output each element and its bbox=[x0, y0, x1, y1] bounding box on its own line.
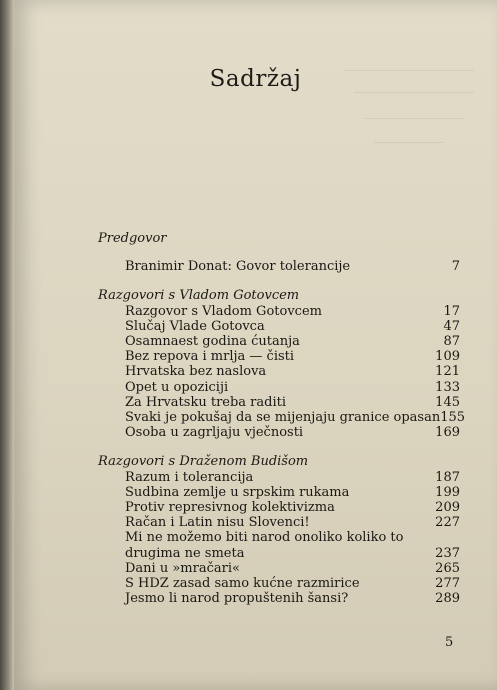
toc-entry bbox=[98, 591, 460, 606]
entry-title: Hrvatska bez naslova bbox=[125, 364, 267, 380]
section-heading: Predgovor bbox=[98, 231, 167, 246]
toc-entry bbox=[98, 425, 460, 440]
entry-page: 47 bbox=[443, 318, 460, 334]
entry-title: Razum i tolerancija bbox=[125, 469, 254, 485]
entry-page: 145 bbox=[435, 394, 460, 410]
toc-entry bbox=[98, 410, 466, 425]
toc-entry bbox=[98, 546, 460, 561]
entry-page: 289 bbox=[435, 591, 460, 607]
entry-title: Račan i Latin nisu Slovenci! bbox=[125, 515, 310, 531]
entry-page bbox=[418, 530, 460, 545]
show-through-line bbox=[374, 142, 444, 143]
entry-title: Razgovor s Vladom Gotovcem bbox=[125, 303, 322, 319]
toc-entry bbox=[98, 530, 460, 545]
entry-title: Osoba u zagrljaju vječnosti bbox=[125, 425, 304, 441]
entry-page: 237 bbox=[435, 545, 460, 561]
entry-page: 17 bbox=[443, 303, 460, 319]
show-through-line bbox=[364, 118, 464, 119]
entry-title: Branimir Donat: Govor tolerancije bbox=[125, 259, 351, 275]
entry-page: 87 bbox=[443, 333, 460, 349]
page-title: Sadržaj bbox=[209, 66, 302, 92]
entry-title: Protiv represivnog kolektivizma bbox=[125, 500, 335, 515]
entry-title: Svaki je pokušaj da se mijenjaju granice opasan bbox=[125, 410, 441, 425]
entry-title: Dani u »mračari« bbox=[125, 560, 240, 576]
entry-page: 265 bbox=[435, 560, 460, 576]
entry-page: 277 bbox=[435, 576, 460, 592]
entry-title: Bez repova i mrlja — čisti bbox=[125, 349, 295, 365]
toc-section bbox=[98, 454, 460, 606]
entry-title: drugima ne smeta bbox=[125, 545, 245, 561]
entry-page: 121 bbox=[435, 364, 460, 380]
toc-entry bbox=[98, 380, 460, 395]
book-spine-shadow bbox=[0, 0, 14, 690]
entry-title: Jesmo li narod propuštenih šansi? bbox=[125, 591, 349, 607]
toc-entry bbox=[98, 304, 460, 319]
entry-title: Mi ne možemo biti narod onoliko koliko to bbox=[125, 530, 404, 546]
show-through-line bbox=[354, 92, 474, 93]
toc-entry bbox=[98, 485, 460, 500]
section-heading: Razgovori s Vladom Gotovcem bbox=[98, 288, 300, 304]
toc-entry bbox=[98, 561, 460, 576]
table-of-contents bbox=[98, 231, 466, 620]
toc-entry bbox=[98, 349, 460, 364]
entry-page: 155 bbox=[440, 410, 466, 425]
entry-page: 199 bbox=[435, 484, 460, 500]
entry-page: 133 bbox=[435, 379, 460, 395]
page-number: 5 bbox=[445, 635, 454, 650]
toc-entry bbox=[98, 319, 460, 334]
toc-entry bbox=[98, 334, 460, 349]
entry-title: S HDZ zasad samo kućne razmirice bbox=[125, 576, 360, 592]
entry-title: Osamnaest godina ćutanja bbox=[125, 333, 300, 349]
entry-title: Opet u opoziciji bbox=[125, 379, 229, 395]
toc-entry bbox=[98, 500, 460, 515]
entry-title: Za Hrvatsku treba raditi bbox=[125, 394, 287, 410]
toc-entry bbox=[98, 576, 460, 591]
entry-page: 7 bbox=[451, 259, 460, 275]
entry-title: Sudbina zemlje u srpskim rukama bbox=[125, 484, 350, 500]
entry-page: 209 bbox=[435, 500, 460, 515]
toc-section bbox=[98, 231, 460, 274]
toc-section bbox=[98, 288, 466, 441]
entry-page: 169 bbox=[435, 425, 460, 441]
toc-entry bbox=[98, 259, 460, 274]
section-heading: Razgovori s Draženom Budišom bbox=[98, 454, 309, 470]
book-page bbox=[14, 0, 497, 690]
entry-title: Slučaj Vlade Gotovca bbox=[125, 318, 265, 334]
toc-entry bbox=[98, 470, 460, 485]
toc-entry bbox=[98, 364, 460, 379]
entry-page: 109 bbox=[435, 349, 460, 365]
toc-entry bbox=[98, 395, 460, 410]
toc-entry bbox=[98, 515, 460, 530]
entry-page: 187 bbox=[435, 469, 460, 485]
entry-page: 227 bbox=[435, 515, 460, 531]
